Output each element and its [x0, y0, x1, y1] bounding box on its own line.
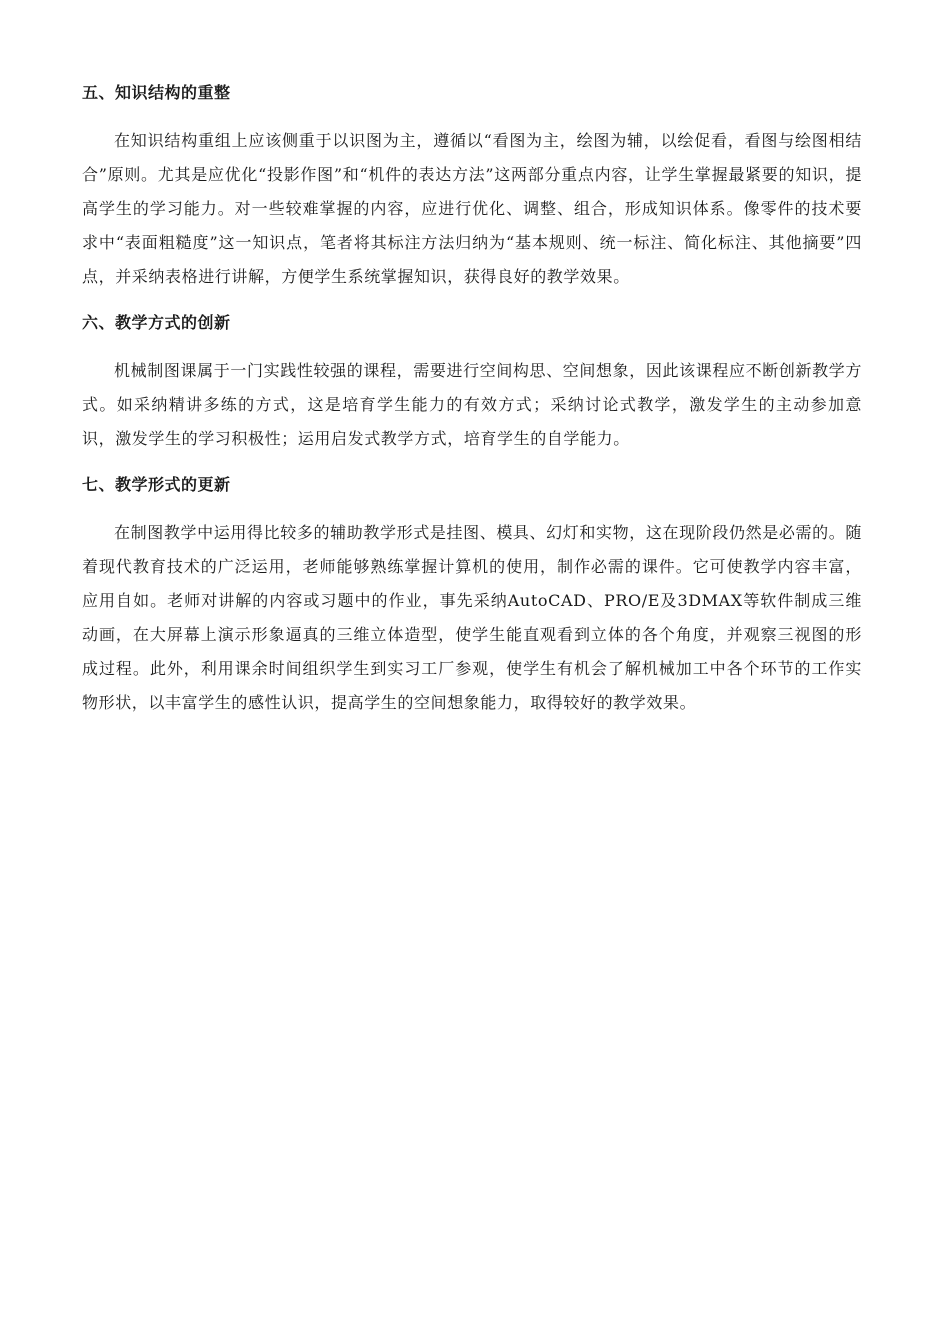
- section-paragraph: 机械制图课属于一门实践性较强的课程，需要进行空间构思、空间想象，因此该课程应不断创新教学方式。如采纳精讲多练的方式，这是培育学生能力的有效方式；采纳讨论式教学，激发学生的主动参加意识，激发学生的学习积极性；运用启发式教学方式，培育学生的自学能力。: [82, 361, 862, 448]
- section-teaching-method: [82, 308, 862, 456]
- section-paragraph: 在知识结构重组上应该侧重于以识图为主，遵循以“看图为主，绘图为辅，以绘促看，看图与绘图相结合”原则。尤其是应优化“投影作图”和“机件的表达方法”这两部分重点内容，让学生掌握最紧要的知识，提高学生的学习能力。对一些较难掌握的内容，应进行优化、调整、组合，形成知识体系。像零件的技术要求中“表面粗糙度”这一知识点，笔者将其标注方法归纳为“基本规则、统一标注、简化标注、其他摘要”四点，并采纳表格进行讲解，方便学生系统掌握知识，获得良好的教学效果。: [82, 131, 862, 286]
- section-heading: 六、教学方式的创新: [82, 313, 231, 332]
- section-heading: 七、教学形式的更新: [82, 475, 231, 494]
- section-teaching-form: [82, 470, 862, 720]
- section-knowledge-structure: [82, 78, 862, 294]
- document-page: [82, 78, 862, 734]
- section-paragraph: 在制图教学中运用得比较多的辅助教学形式是挂图、模具、幻灯和实物，这在现阶段仍然是必需的。随着现代教育技术的广泛运用，老师能够熟练掌握计算机的使用，制作必需的课件。它可使教学内容丰富，应用自如。老师对讲解的内容或习题中的作业，事先采纳AutoCAD、PRO/E及3DMAX等软件制成三维动画，在大屏幕上演示形象逼真的三维立体造型，使学生能直观看到立体的各个角度，并观察三视图的形成过程。此外，利用课余时间组织学生到实习工厂参观，使学生有机会了解机械加工中各个环节的工作实物形状，以丰富学生的感性认识，提高学生的空间想象能力，取得较好的教学效果。: [82, 523, 862, 712]
- section-heading: 五、知识结构的重整: [82, 83, 231, 102]
